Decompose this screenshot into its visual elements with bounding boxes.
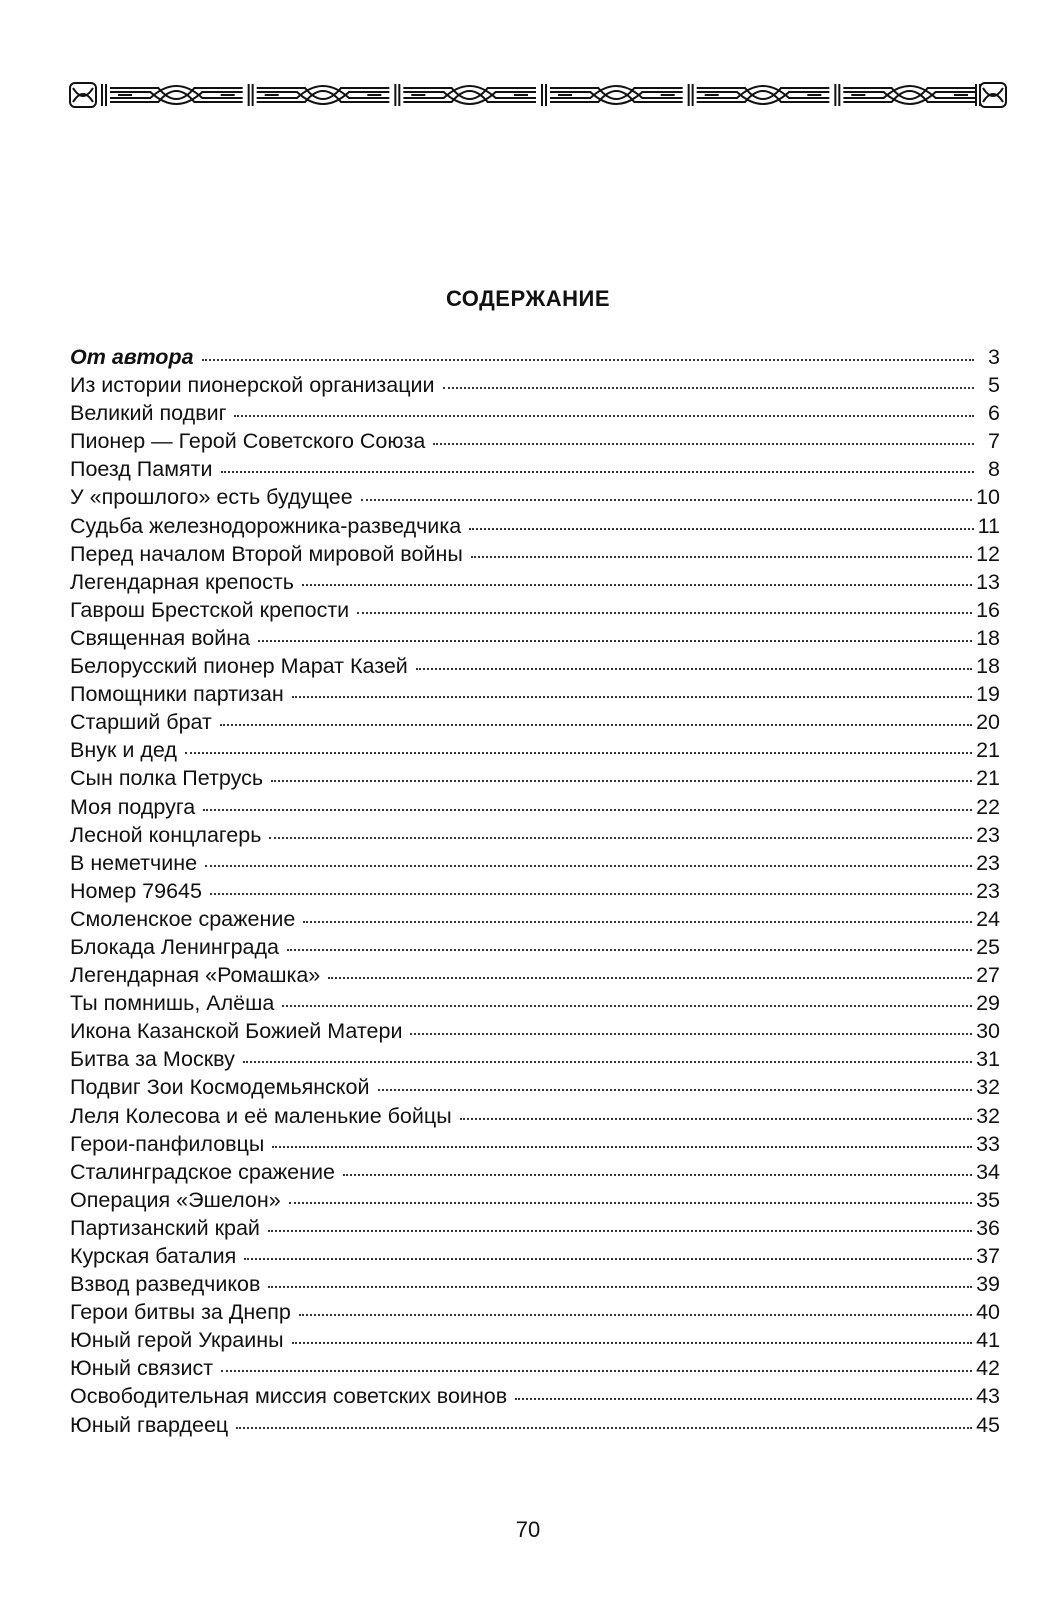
toc-entry-title: Номер 79645 <box>70 878 202 903</box>
toc-entry <box>70 736 1000 764</box>
toc-entry-page: 7 <box>988 429 1000 454</box>
toc-leader-dots <box>343 1174 972 1176</box>
toc-entry-page: 18 <box>976 654 1000 679</box>
toc-entry <box>70 1186 1000 1214</box>
toc-entry <box>70 540 1000 568</box>
toc-entry-title: Партизанский край <box>70 1215 260 1240</box>
toc-entry-page: 20 <box>976 710 1000 735</box>
toc-entry-title: Блокада Ленинграда <box>70 934 280 959</box>
toc-entry-page: 32 <box>976 1075 1000 1100</box>
toc-leader-dots <box>220 724 972 726</box>
toc-entry <box>70 1382 1000 1410</box>
toc-leader-dots <box>271 780 972 782</box>
toc-leader-dots <box>287 949 972 951</box>
toc-entry-page: 27 <box>976 963 1000 988</box>
toc-entry-page: 24 <box>976 906 1000 931</box>
toc-entry-title: Из истории пионерской организации <box>70 373 435 398</box>
toc-entry-title: Старший брат <box>70 710 212 735</box>
toc-entry-title: Внук и дед <box>70 738 177 763</box>
toc-leader-dots <box>202 359 974 361</box>
toc-entry-page: 12 <box>976 541 1000 566</box>
toc-entry-page: 40 <box>976 1300 1000 1325</box>
toc-entry-title: Икона Казанской Божией Матери <box>70 1019 403 1044</box>
toc-leader-dots <box>292 1342 972 1344</box>
toc-entry-title: Легендарная «Ромашка» <box>70 963 321 988</box>
toc-entry-title: Моя подруга <box>70 794 196 819</box>
toc-entry <box>70 961 1000 989</box>
toc-entry-page: 33 <box>976 1131 1000 1156</box>
toc-entry <box>70 1017 1000 1045</box>
toc-entry-page: 16 <box>976 597 1000 622</box>
toc-entry-page: 25 <box>976 934 1000 959</box>
toc-entry-page: 21 <box>976 766 1000 791</box>
toc-entry <box>70 1354 1000 1382</box>
toc-entry <box>70 1411 1000 1439</box>
page-title: СОДЕРЖАНИЕ <box>445 286 611 311</box>
toc-entry <box>70 877 1000 905</box>
page-number: 70 <box>515 1517 541 1542</box>
toc-entry <box>70 1326 1000 1354</box>
toc-entry-page: 41 <box>976 1328 1000 1353</box>
toc-entry <box>70 1130 1000 1158</box>
toc-entry <box>70 596 1000 624</box>
toc-leader-dots <box>410 1033 972 1035</box>
toc-entry-page: 36 <box>976 1215 1000 1240</box>
toc-entry-page: 32 <box>976 1103 1000 1128</box>
toc-entry <box>70 793 1000 821</box>
toc-entry-page: 23 <box>976 850 1000 875</box>
toc-leader-dots <box>416 668 972 670</box>
toc-entry-title: Взвод разведчиков <box>70 1272 261 1297</box>
toc-entry <box>70 905 1000 933</box>
toc-entry-page: 35 <box>976 1187 1000 1212</box>
toc-entry-page: 43 <box>976 1384 1000 1409</box>
toc-entry-page: 18 <box>976 625 1000 650</box>
toc-entry <box>70 989 1000 1017</box>
toc-entry <box>70 1045 1000 1073</box>
table-of-contents <box>70 343 1000 1439</box>
toc-entry-page: 34 <box>976 1159 1000 1184</box>
toc-entry <box>70 1158 1000 1186</box>
toc-leader-dots <box>205 865 972 867</box>
toc-entry-title: Герои битвы за Днепр <box>70 1300 291 1325</box>
toc-entry-title: От автора <box>70 345 194 369</box>
toc-leader-dots <box>302 584 972 586</box>
toc-entry-title: Освободительная миссия советских воинов <box>70 1384 508 1409</box>
toc-entry-title: Подвиг Зои Космодемьянской <box>70 1075 370 1100</box>
toc-entry-title: Леля Колесова и её маленькие бойцы <box>70 1103 452 1128</box>
toc-leader-dots <box>469 528 974 530</box>
toc-leader-dots <box>234 415 974 417</box>
toc-leader-dots <box>357 612 972 614</box>
toc-entry-title: В неметчине <box>70 850 198 875</box>
toc-entry-title: Гаврош Брестской крепости <box>70 597 350 622</box>
toc-entry-title: Помощники партизан <box>70 682 284 707</box>
toc-entry-title: Юный связист <box>70 1356 214 1381</box>
celtic-knot-border-ornament <box>66 70 1012 120</box>
toc-leader-dots <box>460 1118 972 1120</box>
toc-entry-page: 45 <box>976 1412 1000 1437</box>
toc-entry-page: 6 <box>988 401 1000 426</box>
toc-entry <box>70 427 1000 455</box>
toc-entry-title: Судьба железнодорожника-разведчика <box>70 513 462 538</box>
toc-entry-page: 19 <box>976 682 1000 707</box>
toc-entry <box>70 399 1000 427</box>
toc-leader-dots <box>268 1286 972 1288</box>
toc-entry <box>70 680 1000 708</box>
toc-entry-title: Смоленское сражение <box>70 906 296 931</box>
toc-leader-dots <box>272 1146 972 1148</box>
toc-entry-page: 13 <box>976 569 1000 594</box>
toc-leader-dots <box>221 471 975 473</box>
toc-entry-title: У «прошлого» есть будущее <box>70 485 353 510</box>
toc-entry-title: Священная война <box>70 625 251 650</box>
toc-entry <box>70 652 1000 680</box>
toc-entry <box>70 1270 1000 1298</box>
toc-entry <box>70 1102 1000 1130</box>
toc-leader-dots <box>268 1230 972 1232</box>
toc-leader-dots <box>269 837 972 839</box>
toc-entry <box>70 624 1000 652</box>
toc-entry-title: Юный герой Украины <box>70 1328 284 1353</box>
toc-entry-page: 8 <box>988 457 1000 482</box>
toc-entry <box>70 821 1000 849</box>
toc-entry-page: 11 <box>977 513 1000 538</box>
toc-leader-dots <box>210 893 972 895</box>
toc-entry <box>70 1073 1000 1101</box>
toc-leader-dots <box>203 809 972 811</box>
toc-entry-page: 10 <box>976 485 1000 510</box>
toc-entry-page: 5 <box>988 373 1000 398</box>
toc-entry <box>70 568 1000 596</box>
toc-entry-page: 21 <box>976 738 1000 763</box>
toc-leader-dots <box>378 1089 973 1091</box>
toc-leader-dots <box>299 1314 972 1316</box>
toc-leader-dots <box>244 1258 972 1260</box>
toc-entry <box>70 849 1000 877</box>
toc-entry-title: Сын полка Петрусь <box>70 766 264 791</box>
toc-leader-dots <box>243 1061 972 1063</box>
toc-entry-page: 29 <box>976 991 1000 1016</box>
toc-entry-page: 23 <box>976 822 1000 847</box>
toc-entry-title: Операция «Эшелон» <box>70 1187 281 1212</box>
toc-leader-dots <box>236 1427 972 1429</box>
toc-entry-title: Перед началом Второй мировой войны <box>70 541 463 566</box>
toc-entry-title: Великий подвиг <box>70 401 227 426</box>
toc-entry-title: Легендарная крепость <box>70 569 294 594</box>
toc-entry-title: Сталинградское сражение <box>70 1159 335 1184</box>
toc-leader-dots <box>361 499 972 501</box>
toc-leader-dots <box>185 752 972 754</box>
toc-leader-dots <box>471 556 972 558</box>
toc-entry <box>70 512 1000 540</box>
toc-entry-page: 37 <box>976 1244 1000 1268</box>
toc-entry-title: Поезд Памяти <box>70 457 213 482</box>
toc-entry-title: Белорусский пионер Марат Казей <box>70 654 408 679</box>
toc-entry-page: 42 <box>976 1356 1000 1381</box>
toc-entry-title: Герои-панфиловцы <box>70 1131 265 1156</box>
toc-entry-page: 30 <box>976 1019 1000 1044</box>
toc-entry <box>70 343 1000 371</box>
toc-entry-title: Пионер — Герой Советского Союза <box>70 429 426 454</box>
toc-entry-title: Битва за Москву <box>70 1047 235 1072</box>
toc-entry-title: Ты помнишь, Алёша <box>70 991 275 1016</box>
toc-entry-title: Курская баталия <box>70 1244 237 1268</box>
toc-leader-dots <box>515 1398 972 1400</box>
toc-entry <box>70 764 1000 792</box>
toc-entry-page: 3 <box>988 345 1000 369</box>
toc-entry <box>70 371 1000 399</box>
toc-leader-dots <box>433 443 974 445</box>
toc-leader-dots <box>282 1005 972 1007</box>
toc-entry-page: 39 <box>976 1272 1000 1297</box>
toc-entry-title: Юный гвардеец <box>70 1412 229 1437</box>
toc-entry <box>70 1214 1000 1242</box>
toc-leader-dots <box>289 1202 972 1204</box>
toc-leader-dots <box>443 387 974 389</box>
toc-entry <box>70 708 1000 736</box>
toc-leader-dots <box>303 921 972 923</box>
toc-entry-title: Лесной концлагерь <box>70 822 262 847</box>
toc-leader-dots <box>292 696 972 698</box>
toc-entry-page: 31 <box>976 1047 1000 1072</box>
toc-leader-dots <box>258 640 972 642</box>
toc-leader-dots <box>328 977 972 979</box>
toc-entry-page: 23 <box>976 878 1000 903</box>
toc-entry <box>70 1298 1000 1326</box>
toc-entry <box>70 483 1000 511</box>
toc-entry-page: 22 <box>976 794 1000 819</box>
toc-leader-dots <box>221 1370 972 1372</box>
toc-entry <box>70 1242 1000 1270</box>
toc-entry <box>70 455 1000 483</box>
toc-entry <box>70 933 1000 961</box>
